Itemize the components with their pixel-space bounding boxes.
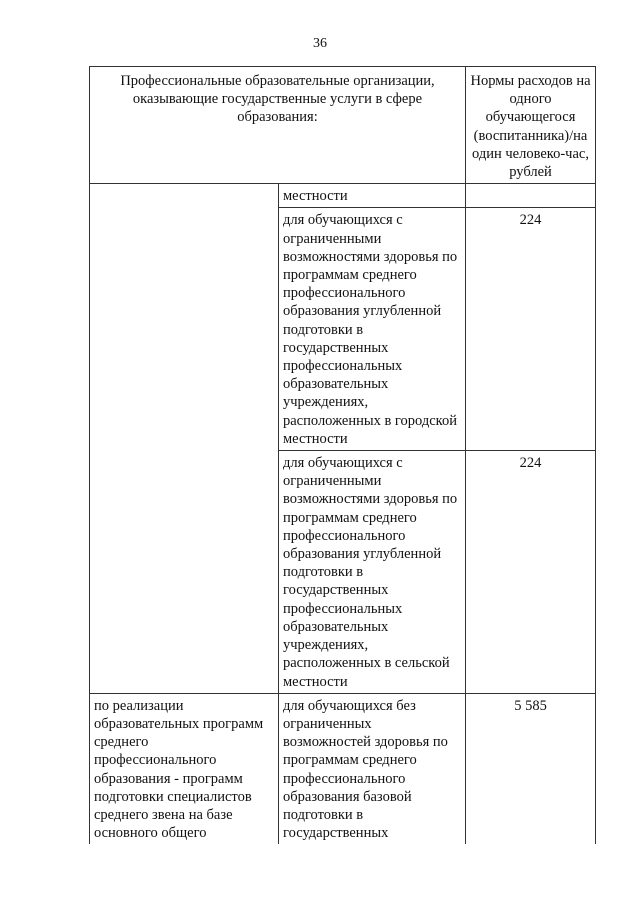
table-row xyxy=(90,184,596,208)
category-cell: по реализации образовательных программ среднего профессионального образования - программ подготовки специалистов среднего звена на базе основного общего xyxy=(90,693,279,844)
table-row xyxy=(90,693,596,844)
norm-value-cell: 224 xyxy=(466,208,596,451)
norm-value-cell: 5 585 xyxy=(466,693,596,844)
norm-value-cell: 224 xyxy=(466,451,596,694)
norm-value-cell xyxy=(466,184,596,208)
category-cell xyxy=(90,184,279,693)
header-organizations: Профессиональные образовательные организации, оказывающие государственные услуги в сфере образования: xyxy=(90,67,466,184)
description-cell: местности xyxy=(279,184,466,208)
description-cell: для обучающихся без ограниченных возможностей здоровья по программам среднего профессионального образования базовой подготовки в государственных xyxy=(279,693,466,844)
header-norms: Нормы расходов на одного обучающегося (воспитанника)/на один человеко-час, рублей xyxy=(466,67,596,184)
table-header-row xyxy=(90,67,596,184)
description-cell: для обучающихся с ограниченными возможностями здоровья по программам среднего профессионального образования углубленной подготовки в государственных профессиональных образовательных учреждениях, расположенных в городской местности xyxy=(279,208,466,451)
page-number: 36 xyxy=(313,36,327,51)
description-cell: для обучающихся с ограниченными возможностями здоровья по программам среднего профессионального образования углубленной подготовки в государственных профессиональных образовательных учреждениях, расположенных в сельской местности xyxy=(279,451,466,694)
norms-table xyxy=(89,66,596,844)
